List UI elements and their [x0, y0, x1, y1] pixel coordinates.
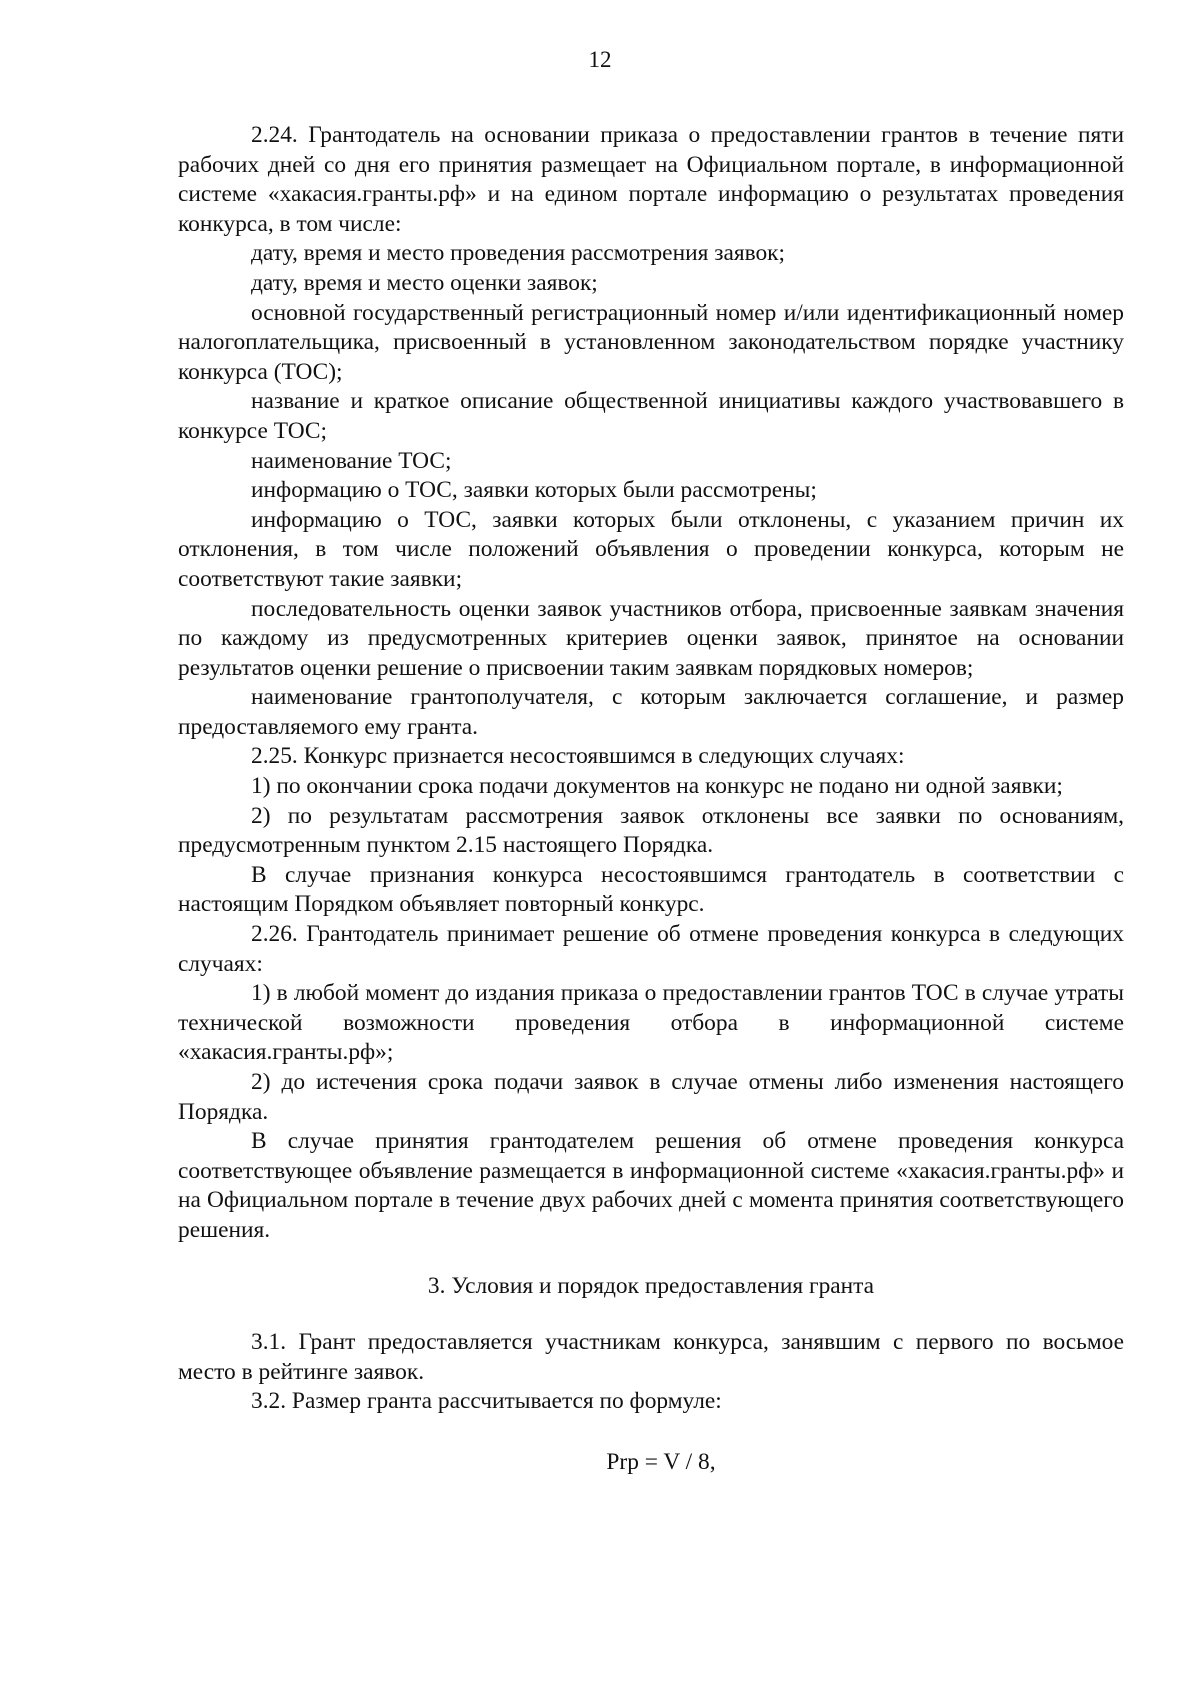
paragraph-3-2: 3.2. Размер гранта рассчитывается по формуле:	[251, 1388, 722, 1415]
grant-formula: Prp = V / 8,	[606, 1448, 716, 1475]
paragraph-2-25: 2.25. Конкурс признается несостоявшимся в следующих случаях:	[251, 743, 905, 770]
list-item-registration-number: основной государственный регистрационный номер и/или идентификационный номер налогоплательщика, присвоенный в установленном законодательством порядке участнику конкурса (ТОС);	[178, 299, 1124, 385]
paragraph-2-26-item-1: 1) в любой момент до издания приказа о предоставлении грантов ТОС в случае утраты технической возможности проведения отбора в информационной системе «хакасия.гранты.рф»;	[178, 980, 1124, 1066]
list-item-evaluation-sequence: последовательность оценки заявок участников отбора, присвоенные заявкам значения по каждому из предусмотренных критериев оценки заявок, принятое на основании результатов оценки решение о присвоении таким заявкам порядковых номеров;	[178, 595, 1124, 681]
paragraph-repeat-contest: В случае признания конкурса несостоявшимся грантодатель в соответствии с настоящим Порядком объявляет повторный конкурс.	[178, 861, 1124, 918]
paragraph-2-26-item-2: 2) до истечения срока подачи заявок в случае отмены либо изменения настоящего Порядка.	[178, 1069, 1124, 1125]
paragraph-cancellation-notice: В случае принятия грантодателем решения об отмене проведения конкурса соответствующее объявление размещается в информационной системе «хакасия.гранты.рф» и на Официальном портале в течение двух рабочих дней с момента принятия соответствующего решения.	[178, 1128, 1124, 1243]
list-item-reviewed-applications: информацию о ТОС, заявки которых были рассмотрены;	[251, 477, 817, 504]
paragraph-2-25-item-1: 1) по окончании срока подачи документов на конкурс не подано ни одной заявки;	[251, 773, 1063, 800]
section-heading: 3. Условия и порядок предоставления гранта	[427, 1272, 875, 1299]
document-body	[178, 121, 1124, 1478]
paragraph-2-26: 2.26. Грантодатель принимает решение об отмене проведения конкурса в следующих случаях:	[178, 921, 1124, 977]
list-item-rejected-applications: информацию о ТОС, заявки которых были отклонены, с указанием причин их отклонения, в том числе положений объявления о проведении конкурса, которым не соответствуют такие заявки;	[178, 506, 1124, 592]
list-item-review-date: дату, время и место проведения рассмотрения заявок;	[251, 240, 786, 267]
list-item-tos-name: наименование ТОС;	[251, 447, 452, 474]
list-item-initiative-description: название и краткое описание общественной инициативы каждого участвовавшего в конкурсе ТОС;	[178, 388, 1124, 444]
page-number: 12	[588, 47, 612, 72]
list-item-grant-recipient: наименование грантополучателя, с которым заключается соглашение, и размер предоставляемого ему гранта.	[178, 684, 1124, 740]
paragraph-2-24: 2.24. Грантодатель на основании приказа о предоставлении грантов в течение пяти рабочих дней со дня его принятия размещает на Официальном портале, в информационной системе «хакасия.гранты.рф» и на едином портале информацию о результатах проведения конкурса, в том числе:	[178, 122, 1124, 237]
paragraph-2-25-item-2: 2) по результатам рассмотрения заявок отклонены все заявки по основаниям, предусмотренным пунктом 2.15 настоящего Порядка.	[178, 802, 1124, 859]
paragraph-3-1: 3.1. Грант предоставляется участникам конкурса, занявшим с первого по восьмое место в рейтинге заявок.	[178, 1329, 1124, 1385]
list-item-evaluation-date: дату, время и место оценки заявок;	[251, 269, 598, 296]
